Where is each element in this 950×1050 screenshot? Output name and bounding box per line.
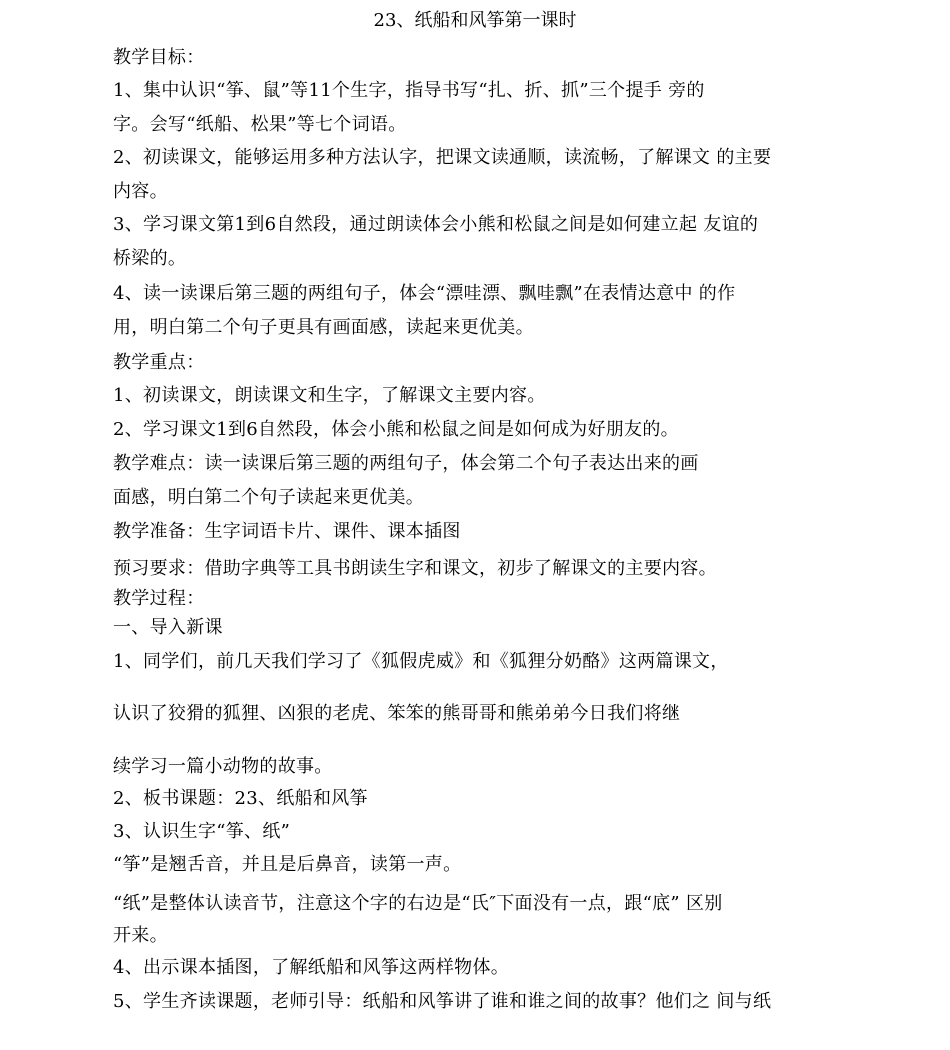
text-line: 3、认识生字“筝、纸” bbox=[113, 821, 291, 842]
text-line: 1、同学们，前几天我们学习了《狐假虎威》和《狐狸分奶酪》这两篇课文， bbox=[113, 651, 729, 672]
text-line: 用，明白第二个句子更具有画面感，读起来更优美。 bbox=[113, 317, 534, 338]
section-heading-objectives: 教学目标： bbox=[113, 47, 205, 68]
text-line: 教学准备：生字词语卡片、课件、课本插图 bbox=[113, 521, 461, 542]
text-line: 2、初读课文，能够运用多种方法认字，把课文读通顺，读流畅，了解课文 的主要 bbox=[113, 147, 772, 168]
text-line: 1、初读课文，朗读课文和生字，了解课文主要内容。 bbox=[113, 385, 546, 406]
text-line: 面感，明白第二个句子读起来更优美。 bbox=[113, 487, 425, 508]
section-heading-key-points: 教学重点： bbox=[113, 352, 205, 373]
section-heading-intro: 一、导入新课 bbox=[113, 617, 223, 638]
text-line: “纸”是整体认读音节，注意这个字的右边是“氏″下面没有一点，跟“底” 区别 bbox=[113, 893, 723, 914]
text-line: 认识了狡猾的狐狸、凶狠的老虎、笨笨的熊哥哥和熊弟弟今日我们将继 bbox=[113, 703, 681, 724]
text-line: 预习要求：借助字典等工具书朗读生字和课文，初步了解课文的主要内容。 bbox=[113, 558, 717, 579]
text-line: 字。会写“纸船、松果”等七个词语。 bbox=[113, 114, 407, 135]
text-line: 续学习一篇小动物的故事。 bbox=[113, 756, 333, 777]
text-line: 内容。 bbox=[113, 181, 168, 202]
text-line: 2、学习课文1到6自然段，体会小熊和松鼠之间是如何成为好朋友的。 bbox=[113, 419, 679, 440]
text-line: 4、读一读课后第三题的两组句子，体会“漂哇漂、飘哇飘”在表情达意中 的作 bbox=[113, 283, 736, 304]
text-line: “筝”是翘舌音，并且是后鼻音，读第一声。 bbox=[113, 854, 462, 875]
text-line: 1、集中认识“筝、鼠”等11个生字，指导书写“扎、折、抓”三个提手 旁的 bbox=[113, 80, 705, 101]
text-line: 教学难点：读一读课后第三题的两组句子，体会第二个句子表达出来的画 bbox=[113, 453, 699, 474]
text-line: 开来。 bbox=[113, 925, 168, 946]
document-title: 23、纸船和风筝第一课时 bbox=[373, 10, 577, 31]
text-line: 5、学生齐读课题，老师引导：纸船和风筝讲了谁和谁之间的故事？他们之 间与纸 bbox=[113, 991, 772, 1012]
text-line: 4、出示课本插图，了解纸船和风筝这两样物体。 bbox=[113, 957, 510, 978]
section-heading-process: 教学过程： bbox=[113, 588, 205, 609]
text-line: 桥梁的。 bbox=[113, 248, 187, 269]
text-line: 3、学习课文第1到6自然段，通过朗读体会小熊和松鼠之间是如何建立起 友谊的 bbox=[113, 214, 759, 235]
text-line: 2、板书课题：23、纸船和风筝 bbox=[113, 788, 368, 809]
